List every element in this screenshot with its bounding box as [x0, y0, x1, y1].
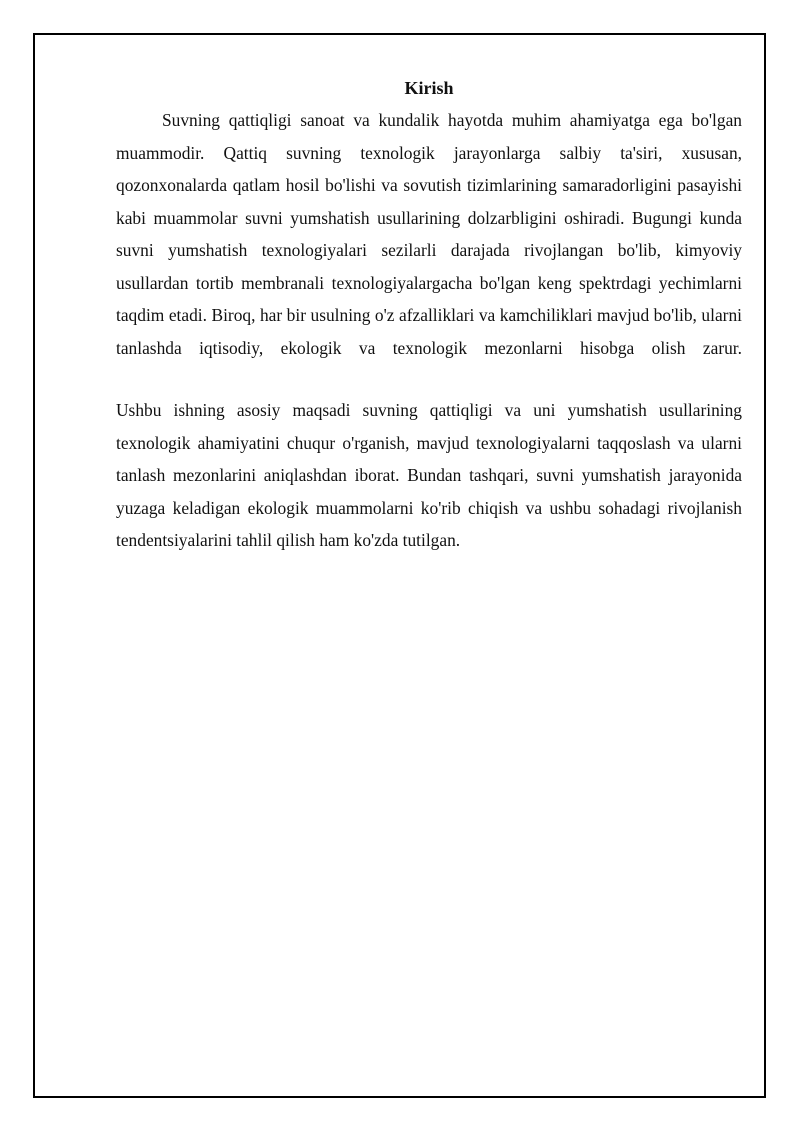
paragraph-goal: Ushbu ishning asosiy maqsadi suvning qattiqligi va uni yumshatish usullarining texnologik ahamiyatini chuqur o'rganish, mavjud texnologiyalarni taqqoslash va ularni tanlash mezonlarini aniqlashdan iborat. Bundan tashqari, suvni yumshatish jarayonida yuzaga keladigan ekologik muammolarni ko'rib chiqish va ushbu sohadagi rivojlanish tendentsiyalarini tahlil qilish ham ko'zda tutilgan. [116, 400, 742, 550]
paragraph-gap [116, 364, 742, 394]
document-body [116, 72, 742, 557]
section-title: Kirish [404, 78, 454, 98]
paragraph-intro: Suvning qattiqligi sanoat va kundalik hayotda muhim ahamiyatga ega bo'lgan muammodir. Qattiq suvning texnologik jarayonlarga salbiy ta'siri, xususan, qozonxonalarda qatlam hosil bo'lishi va sovutish tizimlarining samaradorligini pasayishi kabi muammolar suvni yumshatish usullarining dolzarbligini oshiradi. Bugungi kunda suvni yumshatish texnologiyalari sezilarli darajada rivojlangan bo'lib, kimyoviy usullardan tortib membranali texnologiyalargacha bo'lgan keng spektrdagi yechimlarni taqdim etadi. Biroq, har bir usulning o'z afzalliklari va kamchiliklari mavjud bo'lib, ularni tanlashda iqtisodiy, ekologik va texnologik mezonlarni hisobga olish zarur. [116, 110, 742, 358]
